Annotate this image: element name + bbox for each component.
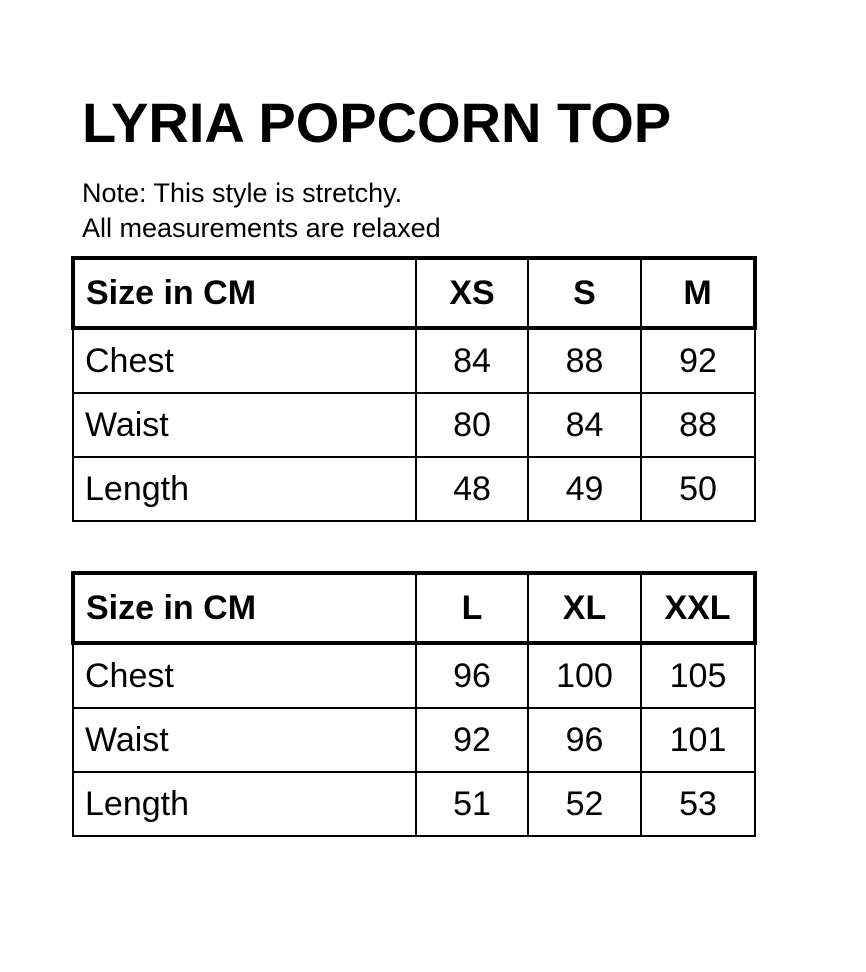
row-label-chest: Chest: [73, 328, 416, 393]
row-label-waist: Waist: [73, 708, 416, 772]
size-table-xs-m: [71, 256, 757, 522]
header-size-xl: XL: [528, 573, 641, 643]
table-header-row: [73, 258, 755, 328]
waist-xl-cell: 96: [528, 708, 641, 772]
waist-m-cell: 88: [641, 393, 755, 457]
table-row-waist: [73, 708, 755, 772]
chest-m-cell: 92: [641, 328, 755, 393]
waist-xxl-cell: 101: [641, 708, 755, 772]
length-s-cell: 49: [528, 457, 641, 521]
table-row-chest: [73, 643, 755, 708]
header-size-in-cm: Size in CM: [73, 258, 416, 328]
chest-xs-cell: 84: [416, 328, 528, 393]
table-row-chest: [73, 328, 755, 393]
length-xxl-cell: 53: [641, 772, 755, 836]
row-label-length: Length: [73, 772, 416, 836]
table-header-row: [73, 573, 755, 643]
length-xs-cell: 48: [416, 457, 528, 521]
row-label-length: Length: [73, 457, 416, 521]
size-table-l-xxl: [71, 571, 757, 837]
header-size-s: S: [528, 258, 641, 328]
note-line-1: Note: This style is stretchy.: [82, 178, 403, 208]
row-label-waist: Waist: [73, 393, 416, 457]
page-title: LYRIA POPCORN TOP: [82, 91, 672, 154]
chest-xxl-cell: 105: [641, 643, 755, 708]
length-l-cell: 51: [416, 772, 528, 836]
header-size-l: L: [416, 573, 528, 643]
header-size-xs: XS: [416, 258, 528, 328]
header-size-xxl: XXL: [641, 573, 755, 643]
waist-xs-cell: 80: [416, 393, 528, 457]
header-size-m: M: [641, 258, 755, 328]
chest-l-cell: 96: [416, 643, 528, 708]
chest-s-cell: 88: [528, 328, 641, 393]
chest-xl-cell: 100: [528, 643, 641, 708]
waist-s-cell: 84: [528, 393, 641, 457]
style-note: [82, 176, 441, 246]
length-xl-cell: 52: [528, 772, 641, 836]
table-row-length: [73, 457, 755, 521]
table-row-length: [73, 772, 755, 836]
waist-l-cell: 92: [416, 708, 528, 772]
row-label-chest: Chest: [73, 643, 416, 708]
length-m-cell: 50: [641, 457, 755, 521]
table-row-waist: [73, 393, 755, 457]
note-line-2: All measurements are relaxed: [82, 213, 441, 243]
header-size-in-cm: Size in CM: [73, 573, 416, 643]
